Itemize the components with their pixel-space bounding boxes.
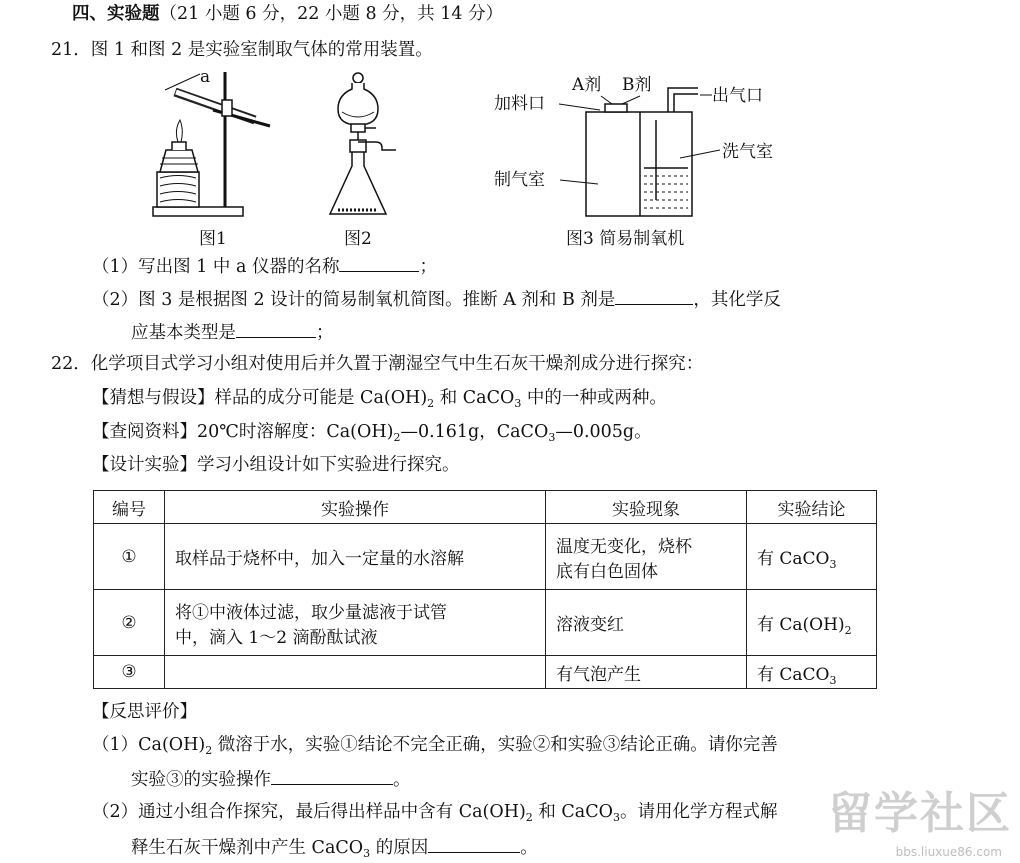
- figure-3: [559, 88, 720, 216]
- fig3-caption: 图3 简易制氧机: [566, 229, 685, 249]
- table-row: [94, 590, 877, 656]
- fig3-label-a: A剂: [572, 75, 602, 95]
- answer-blank[interactable]: [271, 766, 393, 785]
- fig3-label-wash: 洗气室: [722, 142, 773, 162]
- q21-part2-cont: 应基本类型是 ；: [131, 319, 334, 345]
- experiment-table: [93, 490, 877, 689]
- row-conclusion: 有 CaCO$_3$: [747, 524, 877, 590]
- q22-reflect-2: （2）通过小组合作探究，最后得出样品中含有 $Ca(OH)_2$ 和 CaCO$_3$。请用化学方程式解: [92, 802, 778, 824]
- row-operation: 将①中液体过滤，取少量滤液于试管 中，滴入 1～2 滴酚酞试液: [165, 590, 546, 656]
- section-title: 四、实验题: [72, 4, 160, 24]
- row-conclusion: 有 CaCO$_3$: [747, 656, 877, 689]
- table-header: 编号: [94, 491, 165, 524]
- table-row: [94, 524, 877, 590]
- fig3-label-outlet: 出气口: [712, 86, 763, 106]
- answer-blank[interactable]: [236, 319, 316, 338]
- section-score: （21 小题 6 分，22 小题 8 分，共 14 分）: [159, 4, 504, 24]
- q22-stem: 22．化学项目式学习小组对使用后并久置于潮湿空气中生石灰干燥剂成分进行探究：: [51, 354, 704, 374]
- row-phenomenon: 溶液变红: [546, 590, 747, 656]
- row-conclusion: 有 $Ca(OH)_2$: [747, 590, 877, 656]
- fig1-caption: 图1: [199, 229, 227, 249]
- row-phenomenon: 温度无变化，烧杯 底有白色固体: [546, 524, 747, 590]
- row-number: ①: [94, 524, 165, 590]
- fig1-label-a: a: [200, 67, 211, 87]
- q22-reflect-label: 【反思评价】: [92, 702, 197, 722]
- table-header: 实验现象: [546, 491, 747, 524]
- row-number: ③: [94, 656, 165, 689]
- table-row: [94, 656, 877, 689]
- watermark-logo: 留学社区: [828, 788, 1012, 839]
- q22-design: 【设计实验】学习小组设计如下实验进行探究。: [92, 455, 460, 475]
- row-operation[interactable]: [165, 656, 546, 689]
- fig2-caption: 图2: [344, 229, 372, 249]
- fig3-label-b: B剂: [622, 75, 652, 95]
- fig3-label-inlet: 加料口: [494, 94, 545, 114]
- figure-1: [153, 72, 270, 216]
- answer-blank[interactable]: [615, 286, 693, 305]
- q22-reflect-1: $(1)Ca(OH)_2$ 微溶于水，实验①结论不完全正确，实验②和实验③结论正确。请你完善: [92, 735, 778, 757]
- figures-q21: [0, 0, 1020, 255]
- fig3-label-gen: 制气室: [494, 170, 545, 190]
- row-operation: 取样品于烧杯中，加入一定量的水溶解: [165, 524, 546, 590]
- figure-2: [330, 73, 396, 214]
- q21-part2: （2）图 3 是根据图 2 设计的简易制氧机简图。推断 A 剂和 B 剂是 ，其化学反: [92, 286, 781, 312]
- table-header: 实验操作: [165, 491, 546, 524]
- answer-blank[interactable]: [339, 253, 419, 272]
- q22-reference: 【查阅资料】20℃时溶解度：$Ca(OH)_2—0.161g$，CaCO$_3$—0.005g。: [92, 422, 652, 444]
- q21-part1: （1）写出图 1 中 a 仪器的名称 ；: [92, 253, 437, 279]
- q22-hypothesis: 【猜想与假设】样品的成分可能是 $Ca(OH)_2$ 和 CaCO$_3$ 中的一种或两种。: [92, 388, 667, 410]
- q22-reflect-2-cont: 释生石灰干燥剂中产生 CaCO$_3$ 的原因 。: [131, 834, 538, 860]
- table-header: 实验结论: [747, 491, 877, 524]
- row-phenomenon: 有气泡产生: [546, 656, 747, 689]
- q21-stem: 21．图 1 和图 2 是实验室制取气体的常用装置。: [51, 40, 433, 60]
- watermark-url: bbs.liuxue86.com: [895, 845, 1002, 859]
- row-number: ②: [94, 590, 165, 656]
- answer-blank[interactable]: [428, 834, 520, 853]
- table-header-row: [94, 491, 877, 524]
- q22-reflect-1-cont: 实验③的实验操作 。: [131, 766, 411, 792]
